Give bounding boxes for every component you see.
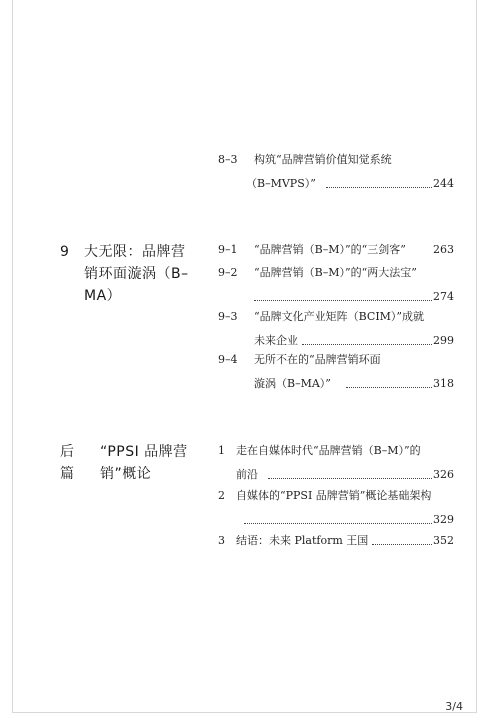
entry-number: 1 (218, 444, 225, 457)
entry-page: 299 (433, 334, 454, 347)
page-indicator: 3/4 (445, 700, 463, 713)
chapter-title: “PPSI 品牌营销”概论 (100, 444, 188, 482)
entry-title: 自媒体的“PPSI 品牌营销”概论基础架构 (236, 489, 432, 502)
entry-number: 9–3 (218, 310, 238, 323)
leader-dots (254, 300, 432, 301)
entry-page: 326 (433, 468, 454, 481)
leader-dots (326, 187, 432, 188)
entry-title-cont: 未来企业 (254, 334, 298, 347)
chapter-title: 大无限：品牌营销环面漩涡（B–MA） (84, 244, 189, 304)
toc-entry-p3[interactable] (218, 534, 454, 548)
chapter-number: 后篇 (60, 444, 74, 482)
toc-entry-p1[interactable] (218, 444, 454, 482)
entry-title: “品牌营销（B–M）”的“三剑客” (254, 243, 406, 256)
entry-page: 318 (433, 377, 454, 390)
entry-title-cont: 漩涡（B–MA）” (254, 377, 331, 390)
leader-dots (372, 544, 432, 545)
leader-dots (302, 344, 432, 345)
leader-dots (244, 523, 432, 524)
entry-page: 352 (433, 534, 454, 547)
entry-number: 8–3 (218, 153, 238, 166)
entry-title: 无所不在的“品牌营销环面 (254, 353, 381, 366)
toc-entry-p2[interactable] (218, 489, 454, 527)
leader-dots (268, 478, 432, 479)
entry-page: 244 (433, 177, 454, 190)
entry-number: 2 (218, 489, 225, 502)
entry-number: 9–4 (218, 353, 238, 366)
entry-title-cont: （B–MVPS）” (246, 177, 316, 190)
entry-title: “品牌营销（B–M）”的“两大法宝” (254, 266, 417, 279)
toc-entry-9-4[interactable] (218, 353, 454, 391)
entry-page: 274 (433, 290, 454, 303)
entry-number: 9–1 (218, 243, 238, 256)
entry-title: 走在自媒体时代“品牌营销（B–M）”的 (236, 444, 421, 457)
entry-title: 结语：未来 Platform 王国 (236, 534, 369, 547)
entry-number: 9–2 (218, 266, 238, 279)
entry-page: 329 (433, 513, 454, 526)
entry-title: “品牌文化产业矩阵（BCIM）”成就 (254, 310, 425, 323)
leader-dots (346, 387, 432, 388)
chapter-number: 9 (60, 244, 69, 260)
toc-entry-9-2[interactable] (218, 266, 454, 304)
entry-number: 3 (218, 534, 225, 547)
entry-title-cont: 前沿 (236, 468, 258, 481)
toc-entry-9-3[interactable] (218, 310, 454, 348)
toc-entry-8-3[interactable] (218, 153, 454, 191)
entry-title: 构筑“品牌营销价值知觉系统 (254, 153, 392, 166)
toc-entry-9-1[interactable] (218, 243, 454, 257)
entry-page: 263 (433, 243, 454, 256)
